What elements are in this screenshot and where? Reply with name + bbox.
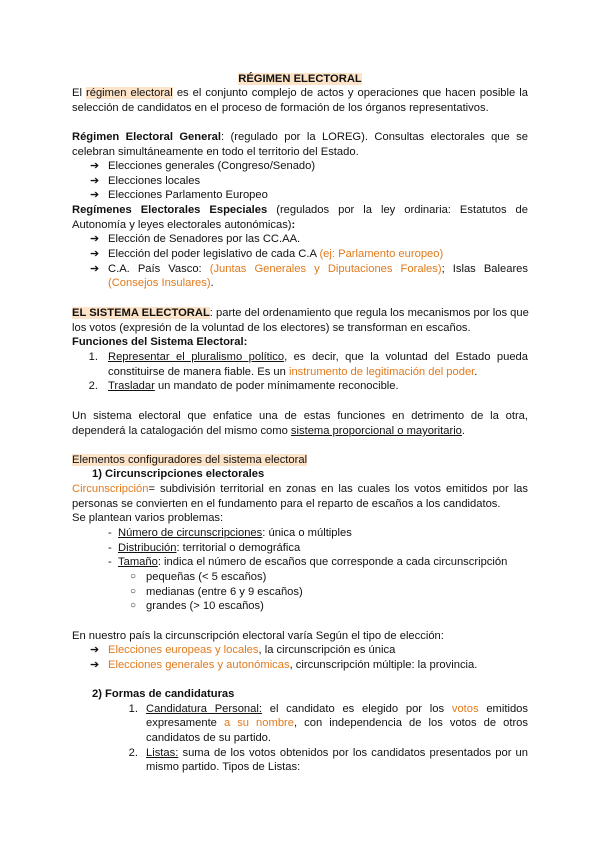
enfatice-line-1: Un sistema electoral que enfatice una de estas funciones en detrimento de la otra,	[72, 410, 528, 422]
arrow-icon: ➔	[90, 233, 100, 245]
elementos-heading: Elementos configuradores del sistema electoral	[72, 454, 308, 466]
intro-line-2: selección de candidatos en el proceso de formación de los órganos representativos.	[72, 102, 489, 114]
list-item: Elección de Senadores por las CC.AA.	[108, 233, 301, 245]
especiales-heading-line: Regímenes Electorales Especiales (regulados por la ley ordinaria: Estatutos de	[72, 204, 528, 216]
sistema-text-2: los votos (expresión de la voluntad de los electores) se transforman en escaños.	[72, 322, 471, 334]
section-1-heading: 1) Circunscripciones electorales	[92, 468, 265, 480]
list-number: 2.	[128, 747, 138, 759]
list-item: Elecciones europeas y locales, la circunscripción es única	[108, 644, 396, 656]
problemas-line: Se plantean varios problemas:	[72, 512, 224, 524]
dash-bullet: -	[108, 527, 112, 539]
dash-bullet: -	[108, 542, 112, 554]
arrow-icon: ➔	[90, 263, 100, 275]
funcion-1: Representar el pluralismo político, es decir, que la voluntad del Estado pueda	[108, 351, 528, 363]
list-item: C.A. País Vasco: (Juntas Generales y Diputaciones Forales); Islas Baleares	[108, 263, 528, 275]
candidatura-2-line-2: mismo partido. Tipos de Listas:	[146, 761, 301, 773]
funcion-1-continuation: constituirse de manera fiable. Es un instrumento de legitimación del poder.	[108, 366, 478, 378]
enfatice-line-2: dependerá la catalogación del mismo como sistema proporcional o mayoritario.	[72, 425, 466, 437]
pais-line: En nuestro país la circunscripción electoral varía Según el tipo de elección:	[72, 630, 444, 642]
candidatura-1-line-3: candidatos de su partido.	[146, 732, 272, 744]
list-item: Elecciones Parlamento Europeo	[108, 189, 268, 201]
general-text-2: celebran simultáneamente en todo el territorio del Estado.	[72, 146, 359, 158]
arrow-icon: ➔	[90, 659, 100, 671]
circunscripcion-def: Circunscripción= subdivisión territorial en zonas en las cuales los votos emitidos por las	[72, 483, 528, 495]
page-title: RÉGIMEN ELECTORAL	[238, 73, 362, 85]
dash-bullet: -	[108, 556, 112, 568]
list-item: Elección del poder legislativo de cada C.A (ej: Parlamento europeo)	[108, 248, 444, 260]
candidatura-1-line-2: expresamente a su nombre, con independencia de los votos de otros	[146, 717, 528, 729]
circunscripcion-def-2: personas se convierten en el fundamento para el reparto de escaños a los candidatos.	[72, 498, 501, 510]
arrow-icon: ➔	[90, 160, 100, 172]
circle-bullet-icon: ○	[130, 586, 137, 597]
circle-bullet-icon: ○	[130, 600, 137, 611]
especiales-text-2: Autonomía y leyes electorales autonómicas):	[72, 219, 296, 231]
list-item: Tamaño: indica el número de escaños que corresponde a cada circunscripción	[118, 556, 508, 568]
arrow-icon: ➔	[90, 189, 100, 201]
list-item: medianas (entre 6 y 9 escaños)	[146, 586, 303, 598]
list-number: 2.	[88, 380, 98, 392]
funciones-heading: Funciones del Sistema Electoral:	[72, 336, 248, 348]
candidatura-2: Listas: suma de los votos obtenidos por los candidatos presentados por un	[146, 747, 528, 759]
list-number: 1.	[128, 703, 138, 715]
general-heading-line: Régimen Electoral General: (regulado por la LOREG). Consultas electorales que se	[72, 131, 528, 143]
list-item: Distribución: territorial o demográfica	[118, 542, 301, 554]
list-number: 1.	[88, 351, 98, 363]
candidatura-1: Candidatura Personal: el candidato es elegido por los votos emitidos	[146, 703, 528, 715]
list-item: grandes (> 10 escaños)	[146, 600, 264, 612]
list-item: Elecciones generales y autonómicas, circunscripción múltiple: la provincia.	[108, 659, 478, 671]
arrow-icon: ➔	[90, 644, 100, 656]
list-item: pequeñas (< 5 escaños)	[146, 571, 267, 583]
intro-line-1: El régimen electoral es el conjunto complejo de actos y operaciones que hacen posible la	[72, 87, 528, 99]
sistema-heading-line: EL SISTEMA ELECTORAL: parte del ordenamiento que regula los mecanismos por los que	[72, 307, 529, 319]
list-item: Elecciones generales (Congreso/Senado)	[108, 160, 316, 172]
section-2-heading: 2) Formas de candidaturas	[92, 688, 235, 700]
list-item: Elecciones locales	[108, 175, 201, 187]
arrow-icon: ➔	[90, 248, 100, 260]
funcion-2: Trasladar un mandato de poder mínimamente reconocible.	[108, 380, 399, 392]
list-item-continuation: (Consejos Insulares).	[108, 277, 214, 289]
arrow-icon: ➔	[90, 175, 100, 187]
circle-bullet-icon: ○	[130, 571, 137, 582]
list-item: Número de circunscripciones: única o múltiples	[118, 527, 352, 539]
